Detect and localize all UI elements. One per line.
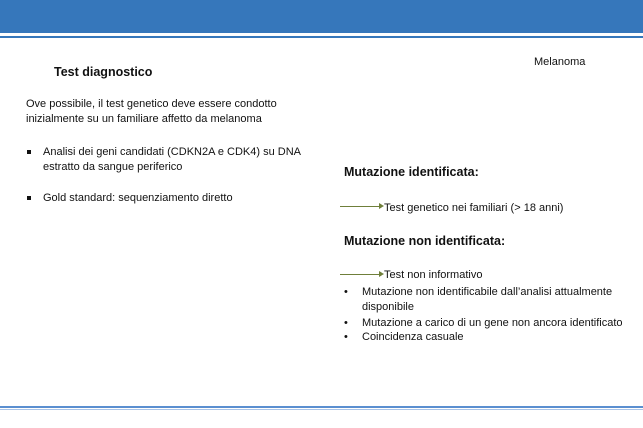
identified-heading: Mutazione identificata: xyxy=(344,165,479,179)
footer-divider xyxy=(0,406,643,408)
not-identified-outcome: Test non informativo xyxy=(384,269,483,281)
cause-list-item: Mutazione non identificabile dall’analisi attualmente disponibile xyxy=(362,286,613,313)
header-bar xyxy=(0,0,643,33)
intro-text: Ove possibile, il test genetico deve essere condotto inizialmente su un familiare affetto da melanoma xyxy=(26,98,277,125)
cause-list-item: Coincidenza casuale xyxy=(362,331,464,343)
header-divider xyxy=(0,36,643,38)
bullet-dot-icon: • xyxy=(344,286,348,298)
arrow-right-icon xyxy=(340,274,380,275)
cause-list-item: Mutazione a carico di un gene non ancora identificato xyxy=(362,317,623,329)
topic-label: Melanoma xyxy=(534,56,586,68)
not-identified-heading: Mutazione non identificata: xyxy=(344,234,506,248)
square-bullet-icon xyxy=(27,150,31,154)
bullet-dot-icon: • xyxy=(344,331,348,343)
left-bullet-item: Gold standard: sequenziamento diretto xyxy=(43,192,233,204)
slide-title: Test diagnostico xyxy=(54,65,153,79)
identified-outcome: Test genetico nei familiari (> 18 anni) xyxy=(384,202,564,214)
square-bullet-icon xyxy=(27,196,31,200)
arrow-right-icon xyxy=(340,206,380,207)
left-bullet-item: Analisi dei geni candidati (CDKN2A e CDK4) su DNA estratto da sangue periferico xyxy=(43,146,301,173)
bullet-dot-icon: • xyxy=(344,317,348,329)
footer-divider-secondary xyxy=(0,409,643,410)
